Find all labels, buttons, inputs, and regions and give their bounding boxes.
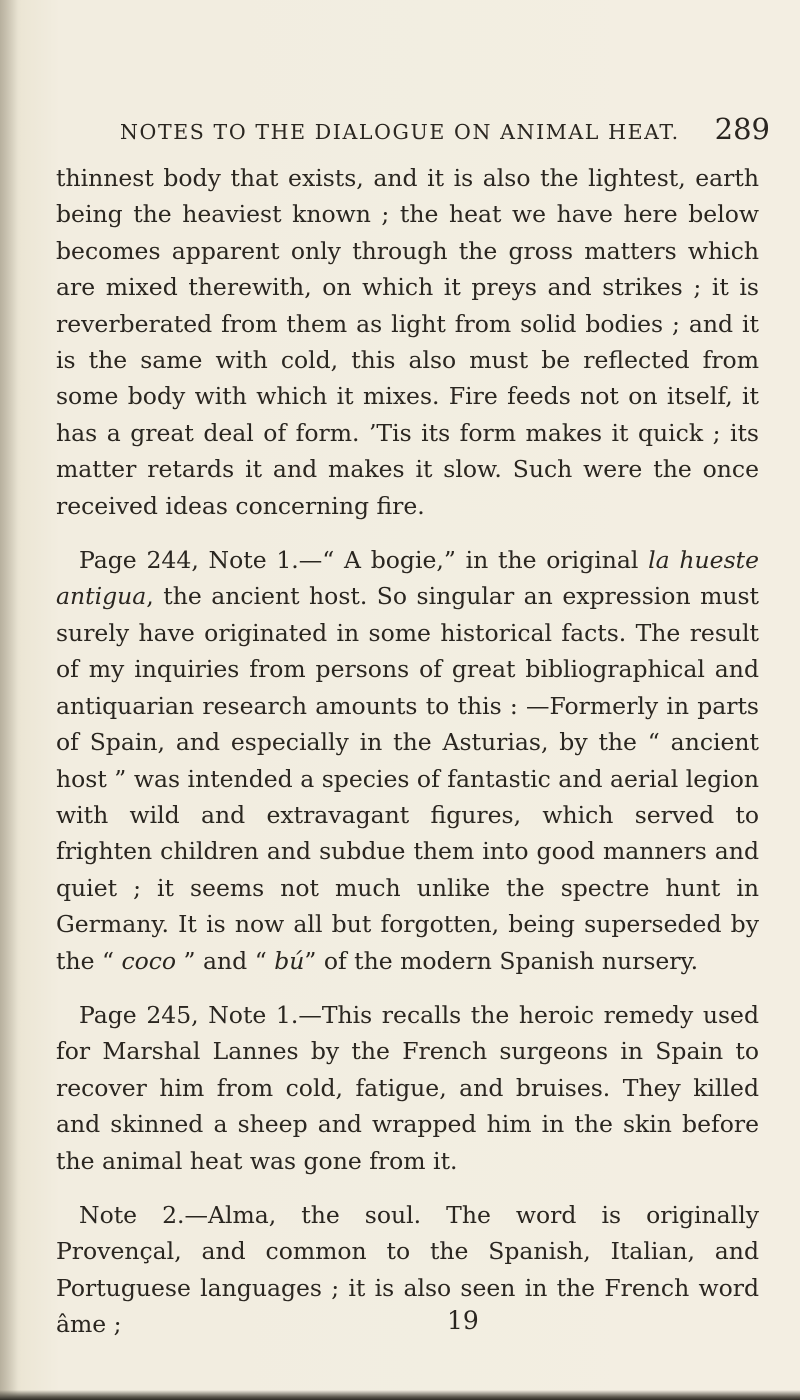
text-segment: Note 2.—Alma, the soul. The word is originally Provençal, and common to the Spanish, Italian, and Portuguese languages ; it is also seen in the French word âme ; <box>56 1200 759 1339</box>
signature-mark: 19 <box>447 1306 479 1335</box>
page-bottom-edge <box>0 1390 800 1400</box>
running-title: NOTES TO THE DIALOGUE ON ANIMAL HEAT. <box>120 120 680 144</box>
spine-shadow <box>0 0 18 1400</box>
italic-word: bú <box>274 946 305 975</box>
text-segment: ” of the modern Spanish nursery. <box>304 946 699 975</box>
note-page-244 <box>56 542 759 979</box>
text-segment: ” and “ <box>176 946 275 975</box>
text-segment: , the ancient host. So singular an expression must surely have originated in some historical facts. The result of my inquiries from persons of great bibliographical and antiquarian research amounts to this : —Formerly in parts of Spain, and especially in the Asturias, by the “ ancient host ” was intended a species of fantastic and aerial legion with wild and extravagant figures, which served to frighten children and subdue them into good manners and quiet ; it seems not much unlike the spectre hunt in Germany. It is now all but forgotten, being superseded by the “ <box>56 582 759 975</box>
note-page-245 <box>56 997 759 1179</box>
paragraph-continuation <box>56 160 759 524</box>
page-number: 289 <box>714 112 770 146</box>
running-head <box>120 112 770 148</box>
text-segment: Page 244, Note 1.—“ A bogie,” in the original <box>79 546 649 575</box>
note-2 <box>56 1197 759 1343</box>
italic-phrase: la hueste antigua <box>56 546 759 611</box>
text-segment: Page 245, Note 1.—This recalls the heroic remedy used for Marshal Lannes by the French surgeons in Spain to recover him from cold, fatigue, and bruises. They killed and skinned a sheep and wrapped him in the skin before the animal heat was gone from it. <box>56 1000 759 1175</box>
italic-word: coco <box>121 946 177 975</box>
text-segment: thinnest body that exists, and it is also the lightest, earth being the heaviest known ; the heat we have here below becomes apparent only through the gross matters which are mixed therewith, on which it preys and strikes ; it is reverberated from them as light from solid bodies ; and it is the same with cold, this also must be reflected from some body with which it mixes. Fire feeds not on itself, it has a great deal of form. ’Tis its form makes it quick ; its matter retards it and makes it slow. Such were the once received ideas concerning fire. <box>56 164 759 520</box>
body-text <box>56 160 759 1343</box>
